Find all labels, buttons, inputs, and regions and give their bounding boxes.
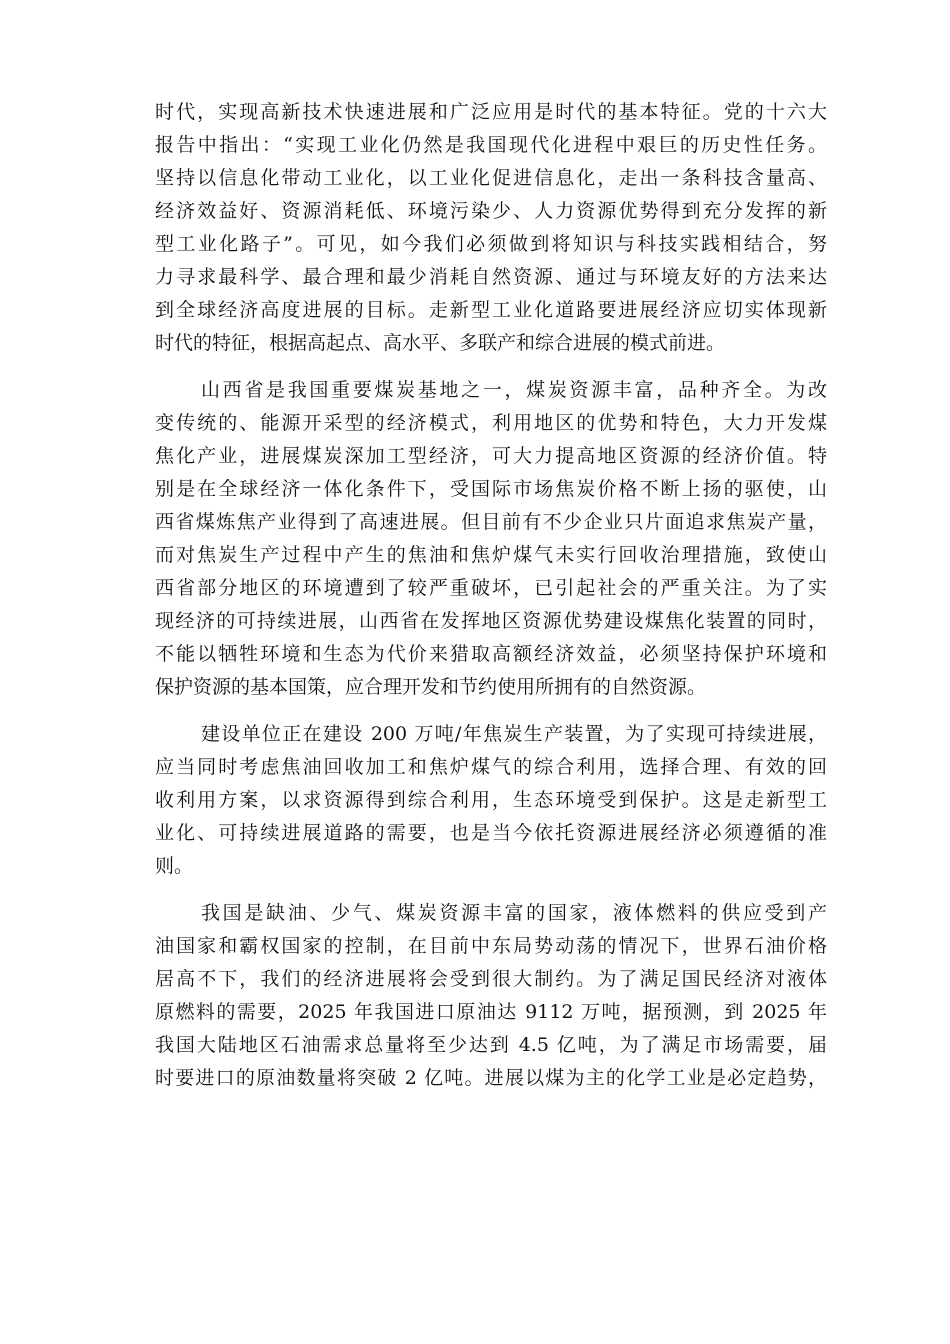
text-line: 焦化产业，进展煤炭深加工型经济，可大力提高地区资源的经济价值。特	[155, 445, 827, 467]
text-line: 时代，实现高新技术快速进展和广泛应用是时代的基本特征。党的十六大	[155, 101, 827, 123]
text-line: 我国大陆地区石油需求总量将至少达到 4.5 亿吨，为了满足市场需要，届	[155, 1034, 827, 1056]
paragraph-4	[155, 897, 827, 1095]
text-line: 业化、可持续进展道路的需要，也是当今依托资源进展经济必须遵循的准	[155, 822, 827, 844]
document-body	[155, 96, 827, 1095]
text-line: 西省部分地区的环境遭到了较严重破坏，已引起社会的严重关注。为了实	[155, 577, 827, 599]
text-line: 型工业化路子”。可见，如今我们必须做到将知识与科技实践相结合，努	[155, 233, 827, 255]
text-line: 原燃料的需要，2025 年我国进口原油达 9112 万吨，据预测，到 2025 年	[155, 1001, 827, 1023]
text-line: 不能以牺牲环境和生态为代价来猎取高额经济效益，必须坚持保护环境和	[155, 643, 827, 665]
text-line: 现经济的可持续进展，山西省在发挥地区资源优势建设煤焦化装置的同时，	[155, 610, 827, 632]
paragraph-2	[155, 374, 827, 704]
text-line: 油国家和霸权国家的控制，在目前中东局势动荡的情况下，世界石油价格	[155, 935, 827, 957]
text-line: 变传统的、能源开采型的经济模式，利用地区的优势和特色，大力开发煤	[155, 412, 827, 434]
text-line: 力寻求最科学、最合理和最少消耗自然资源、通过与环境友好的方法来达	[155, 266, 827, 288]
text-line: 我国是缺油、少气、煤炭资源丰富的国家，液体燃料的供应受到产	[201, 902, 827, 924]
text-line: 别是在全球经济一体化条件下，受国际市场焦炭价格不断上扬的驱使，山	[155, 478, 827, 500]
text-line: 报告中指出：“实现工业化仍然是我国现代化进程中艰巨的历史性任务。	[155, 134, 827, 156]
text-line: 到全球经济高度进展的目标。走新型工业化道路要进展经济应切实体现新	[155, 299, 827, 321]
text-line: 居高不下，我们的经济进展将会受到很大制约。为了满足国民经济对液体	[155, 968, 827, 990]
paragraph-1	[155, 96, 827, 360]
text-line: 山西省是我国重要煤炭基地之一，煤炭资源丰富，品种齐全。为改	[201, 379, 827, 401]
paragraph-3	[155, 718, 827, 883]
text-line: 应当同时考虑焦油回收加工和焦炉煤气的综合利用，选择合理、有效的回	[155, 756, 827, 778]
text-line: 建设单位正在建设 200 万吨/年焦炭生产装置，为了实现可持续进展，	[201, 723, 827, 745]
text-line: 收利用方案，以求资源得到综合利用，生态环境受到保护。这是走新型工	[155, 789, 827, 811]
text-line: 保护资源的基本国策，应合理开发和节约使用所拥有的自然资源。	[155, 676, 707, 698]
text-line: 时要进口的原油数量将突破 2 亿吨。进展以煤为主的化学工业是必定趋势，	[155, 1067, 827, 1089]
text-line: 坚持以信息化带动工业化，以工业化促进信息化，走出一条科技含量高、	[155, 167, 827, 189]
text-line: 则。	[155, 855, 194, 877]
text-line: 而对焦炭生产过程中产生的焦油和焦炉煤气未实行回收治理措施，致使山	[155, 544, 827, 566]
text-line: 经济效益好、资源消耗低、环境污染少、人力资源优势得到充分发挥的新	[155, 200, 827, 222]
text-line: 西省煤炼焦产业得到了高速进展。但目前有不少企业只片面追求焦炭产量，	[155, 511, 827, 533]
text-line: 时代的特征，根据高起点、高水平、多联产和综合进展的模式前进。	[155, 332, 726, 354]
